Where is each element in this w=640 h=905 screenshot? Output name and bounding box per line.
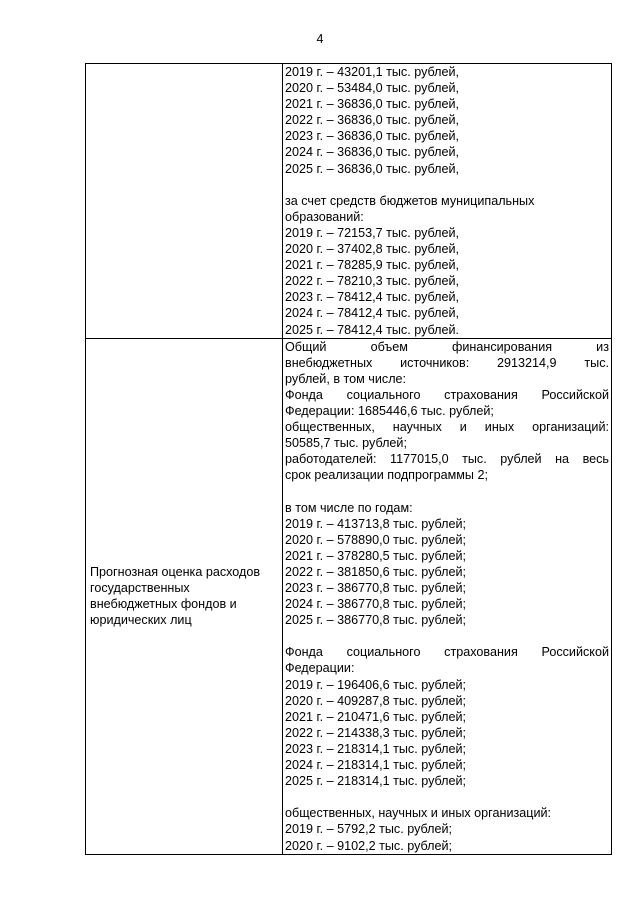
text-line: 2020 г. – 578890,0 тыс. рублей; — [285, 532, 467, 547]
text-line: 2019 г. – 43201,1 тыс. рублей, — [285, 65, 460, 79]
text-line: 2022 г. – 381850,6 тыс. рублей; — [285, 564, 467, 579]
text-line: 2022 г. – 214338,3 тыс. рублей; — [285, 725, 467, 740]
text-line: 2024 г. – 78412,4 тыс. рублей, — [285, 306, 460, 321]
text-line: внебюджетных источников: 2913214,9 тыс. — [285, 355, 609, 370]
text-line: 2025 г. – 78412,4 тыс. рублей. — [285, 322, 460, 337]
table-body — [86, 64, 612, 855]
blank-line — [285, 628, 609, 644]
row-label-line: внебюджетных фондов и — [90, 597, 237, 612]
text-line: Фонда социального страхования Российской — [285, 387, 609, 402]
label-cell — [86, 64, 283, 339]
table-row — [86, 64, 612, 339]
text-line: 2020 г. – 37402,8 тыс. рублей, — [285, 242, 460, 257]
text-line: 2020 г. – 53484,0 тыс. рублей, — [285, 81, 460, 96]
blank-line — [285, 177, 609, 193]
page-number: 4 — [316, 32, 324, 46]
text-line: 2021 г. – 78285,9 тыс. рублей, — [285, 258, 460, 273]
text-line: 2022 г. – 36836,0 тыс. рублей, — [285, 113, 460, 128]
text-line: 2023 г. – 78412,4 тыс. рублей, — [285, 290, 460, 305]
text-line: 2019 г. – 72153,7 тыс. рублей, — [285, 225, 460, 240]
label-cell — [86, 338, 283, 854]
row-label — [86, 564, 282, 628]
content-cell — [283, 338, 612, 854]
text-line: срок реализации подпрограммы 2; — [285, 468, 488, 483]
blank-line — [285, 483, 609, 499]
content-cell — [283, 64, 612, 339]
text-line: Фонда социального страхования Российской — [285, 645, 609, 660]
program-table — [85, 63, 612, 855]
row-label-line: государственных — [90, 581, 190, 595]
text-line: 2023 г. – 36836,0 тыс. рублей, — [285, 129, 460, 144]
text-line: образований: — [285, 209, 364, 224]
text-line: общественных, научных и иных организаций: — [285, 806, 552, 821]
text-line: 2024 г. – 218314,1 тыс. рублей; — [285, 758, 467, 773]
text-line: Федерации: 1685446,6 тыс. рублей; — [285, 403, 494, 418]
table-row — [86, 338, 612, 854]
text-line: 2019 г. – 196406,6 тыс. рублей; — [285, 677, 467, 692]
text-line: 2019 г. – 413713,8 тыс. рублей; — [285, 516, 467, 531]
text-line: 2025 г. – 36836,0 тыс. рублей, — [285, 161, 460, 176]
text-line: в том числе по годам: — [285, 500, 413, 515]
text-line: 2024 г. – 386770,8 тыс. рублей; — [285, 597, 467, 612]
text-line: Общий объем финансирования из — [285, 339, 609, 354]
text-line: 50585,7 тыс. рублей; — [285, 436, 407, 451]
text-line: 2022 г. – 78210,3 тыс. рублей, — [285, 274, 460, 289]
row-label-line: юридических лиц — [90, 613, 192, 628]
text-line: 2025 г. – 218314,1 тыс. рублей; — [285, 774, 467, 789]
row-label-line: Прогнозная оценка расходов — [90, 564, 261, 579]
text-line: Федерации: — [285, 661, 355, 676]
text-line: 2025 г. – 386770,8 тыс. рублей; — [285, 613, 467, 628]
text-line: 2021 г. – 210471,6 тыс. рублей; — [285, 709, 467, 724]
text-line: общественных, научных и иных организаций: — [285, 420, 609, 435]
text-line: 2023 г. – 386770,8 тыс. рублей; — [285, 581, 467, 595]
text-line: 2020 г. – 409287,8 тыс. рублей; — [285, 693, 467, 708]
text-line: 2024 г. – 36836,0 тыс. рублей, — [285, 145, 460, 160]
text-line: рублей, в том числе: — [285, 371, 407, 386]
blank-line — [285, 789, 609, 805]
text-line: 2020 г. – 9102,2 тыс. рублей; — [285, 838, 453, 853]
text-line: за счет средств бюджетов муниципальных — [285, 193, 535, 208]
text-line: 2021 г. – 36836,0 тыс. рублей, — [285, 97, 460, 112]
text-line: 2023 г. – 218314,1 тыс. рублей; — [285, 741, 467, 756]
text-line: работодателей: 1177015,0 тыс. рублей на весь — [285, 452, 609, 467]
text-line: 2019 г. – 5792,2 тыс. рублей; — [285, 822, 453, 837]
text-line: 2021 г. – 378280,5 тыс. рублей; — [285, 548, 467, 563]
